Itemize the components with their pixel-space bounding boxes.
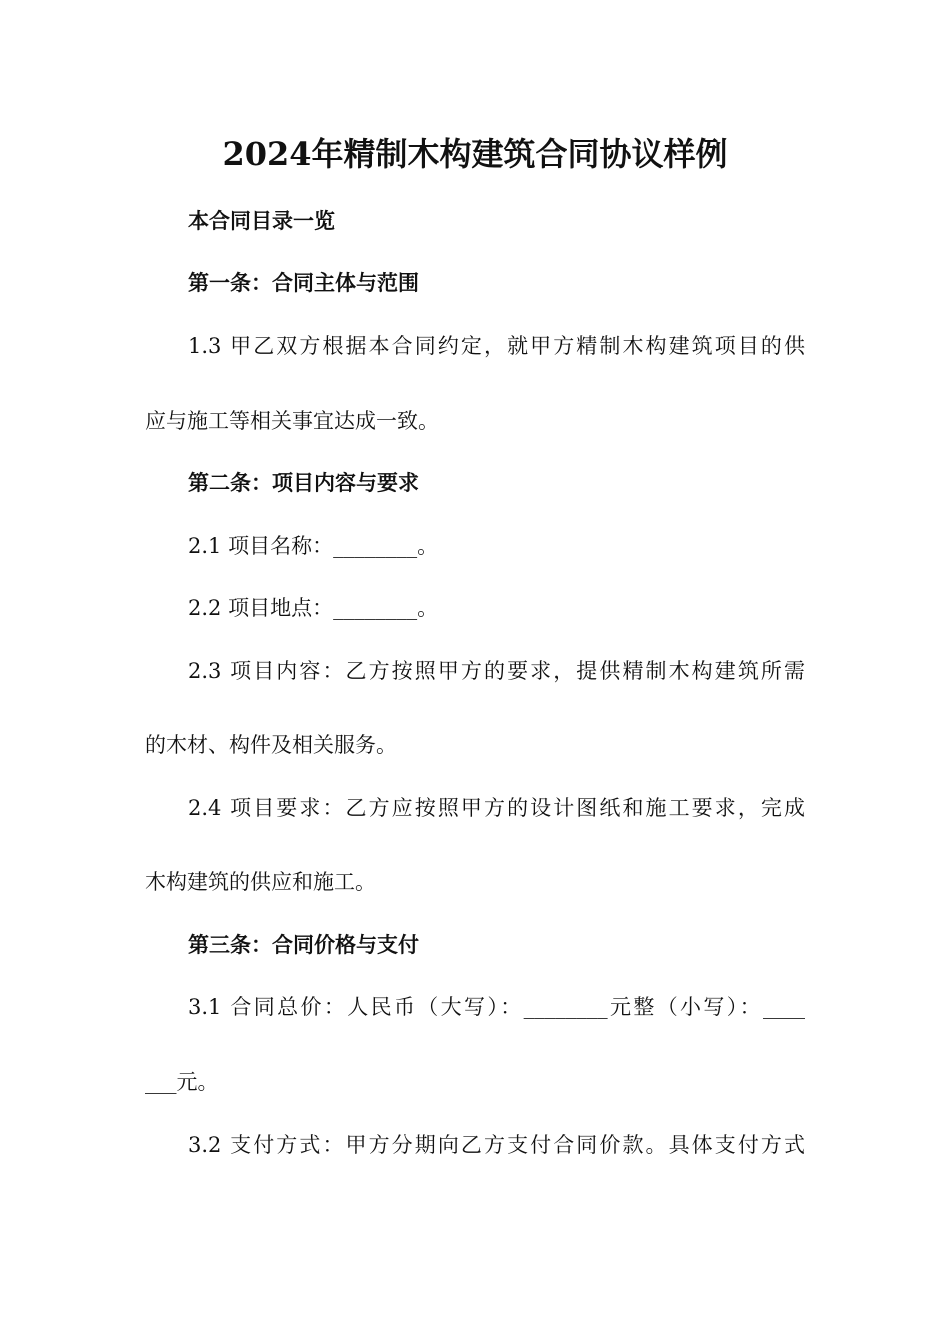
clause-3-1-line-2: ___元。: [145, 1070, 219, 1094]
clause-2-2: 2.2 项目地点：________。: [188, 596, 439, 620]
clause-3-1-line-1: 3.1 合同总价：人民币（大写）：________元整（小写）：____: [188, 995, 805, 1019]
article-2-heading: 第二条：项目内容与要求: [188, 471, 419, 495]
toc-heading: 本合同目录一览: [188, 209, 335, 233]
article-1-heading: 第一条：合同主体与范围: [188, 271, 419, 295]
clause-2-4-line-2: 木构建筑的供应和施工。: [145, 870, 376, 894]
article-3-heading: 第三条：合同价格与支付: [188, 933, 419, 957]
clause-2-1: 2.1 项目名称：________。: [188, 534, 439, 558]
clause-2-3-line-2: 的木材、构件及相关服务。: [145, 733, 397, 757]
clause-2-4-line-1: 2.4 项目要求：乙方应按照甲方的设计图纸和施工要求，完成: [188, 796, 805, 820]
clause-1-3-line-1: 1.3 甲乙双方根据本合同约定，就甲方精制木构建筑项目的供: [188, 334, 805, 358]
clause-3-2-line-1: 3.2 支付方式：甲方分期向乙方支付合同价款。具体支付方式: [188, 1133, 805, 1157]
document-title: 2024年精制木构建筑合同协议样例: [222, 135, 728, 173]
clause-2-3-line-1: 2.3 项目内容：乙方按照甲方的要求，提供精制木构建筑所需: [188, 659, 805, 683]
clause-1-3-line-2: 应与施工等相关事宜达成一致。: [145, 409, 439, 433]
